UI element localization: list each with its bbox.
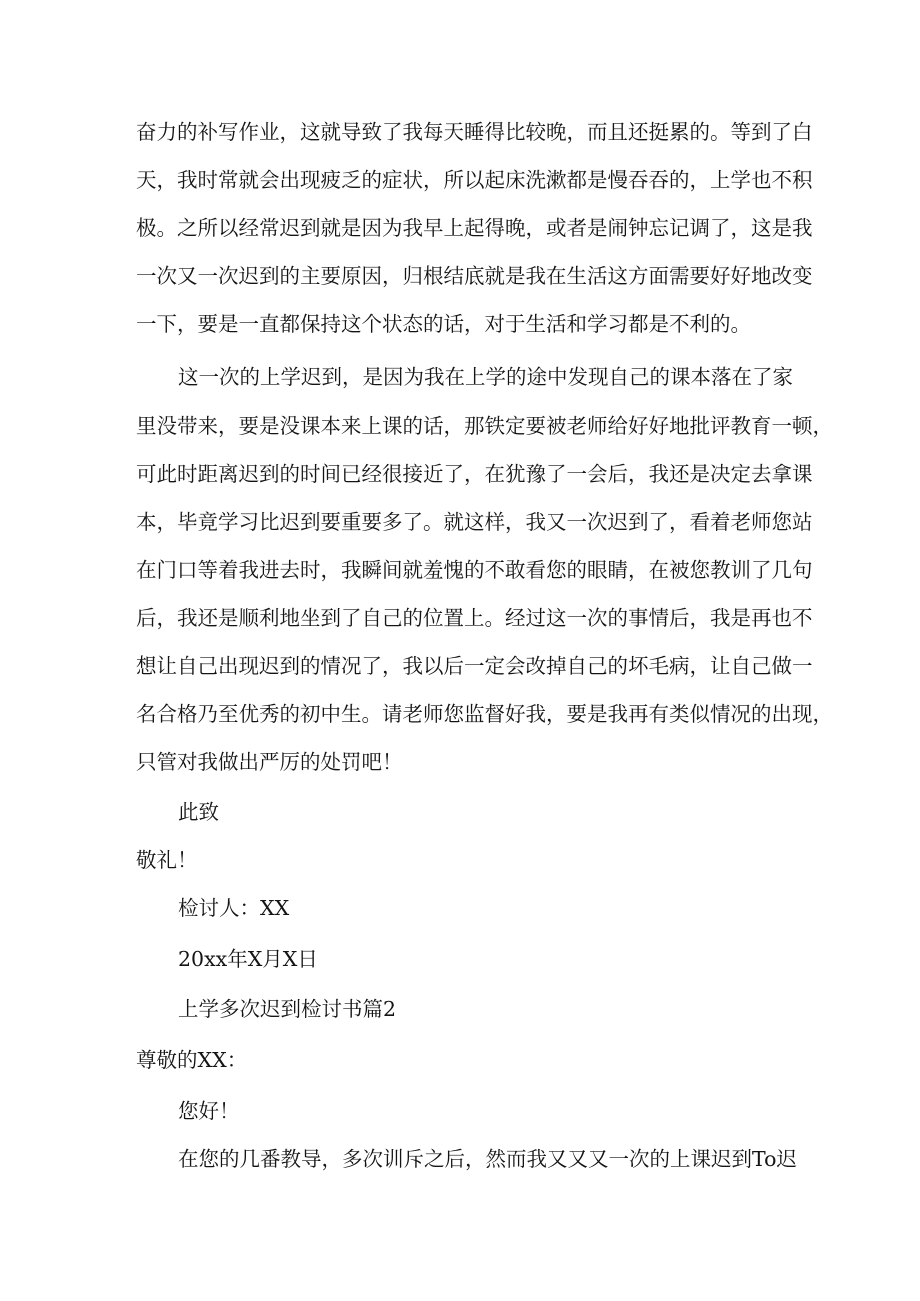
closing-jingli: 敬礼！ [136, 848, 198, 872]
paragraph-2-line-8: 名合格乃至优秀的初中生。请老师您监督好我，要是我再有类似情况的出现， [136, 702, 833, 726]
date-line: 20xx年X月X日 [178, 947, 318, 971]
paragraph-2-line-3: 可此时距离迟到的时间已经很接近了，在犹豫了一会后，我还是决定去拿课 [136, 462, 813, 486]
greeting: 您好！ [178, 1099, 240, 1123]
paragraph-3-line-1: 在您的几番教导，多次训斥之后，然而我又又又一次的上课迟到To迟 [178, 1147, 797, 1171]
paragraph-1-line-1: 奋力的补写作业，这就导致了我每天睡得比较晚，而且还挺累的。等到了白 [136, 120, 813, 144]
paragraph-2-line-6: 后，我还是顺利地坐到了自己的位置上。经过这一次的事情后，我是再也不 [136, 606, 813, 630]
paragraph-2-line-2: 里没带来，要是没课本来上课的话，那铁定要被老师给好好地批评教育一顿， [136, 414, 833, 438]
closing-cizhi: 此致 [178, 800, 219, 824]
paragraph-2-line-7: 想让自己出现迟到的情况了，我以后一定会改掉自己的坏毛病，让自己做一 [136, 654, 813, 678]
paragraph-1-line-2: 天，我时常就会出现疲乏的症状，所以起床洗漱都是慢吞吞的，上学也不积 [136, 168, 813, 192]
paragraph-2-line-1: 这一次的上学迟到，是因为我在上学的途中发现自己的课本落在了家 [178, 365, 793, 389]
paragraph-2-line-5: 在门口等着我进去时，我瞬间就羞愧的不敢看您的眼睛，在被您教训了几句 [136, 558, 813, 582]
paragraph-2-line-9: 只管对我做出严厉的处罚吧！ [136, 750, 403, 774]
paragraph-2-line-4: 本，毕竟学习比迟到要重要多了。就这样，我又一次迟到了，看着老师您站 [136, 510, 813, 534]
paragraph-1-line-3: 极。之所以经常迟到就是因为我早上起得晚，或者是闹钟忘记调了，这是我 [136, 216, 813, 240]
salutation: 尊敬的XX： [136, 1048, 248, 1072]
paragraph-1-line-4: 一次又一次迟到的主要原因，归根结底就是我在生活这方面需要好好地改变 [136, 264, 813, 288]
section-title: 上学多次迟到检讨书篇2 [178, 997, 397, 1021]
signer-line: 检讨人：XX [178, 896, 290, 920]
paragraph-1-line-5: 一下，要是一直都保持这个状态的话，对于生活和学习都是不利的。 [136, 312, 751, 336]
